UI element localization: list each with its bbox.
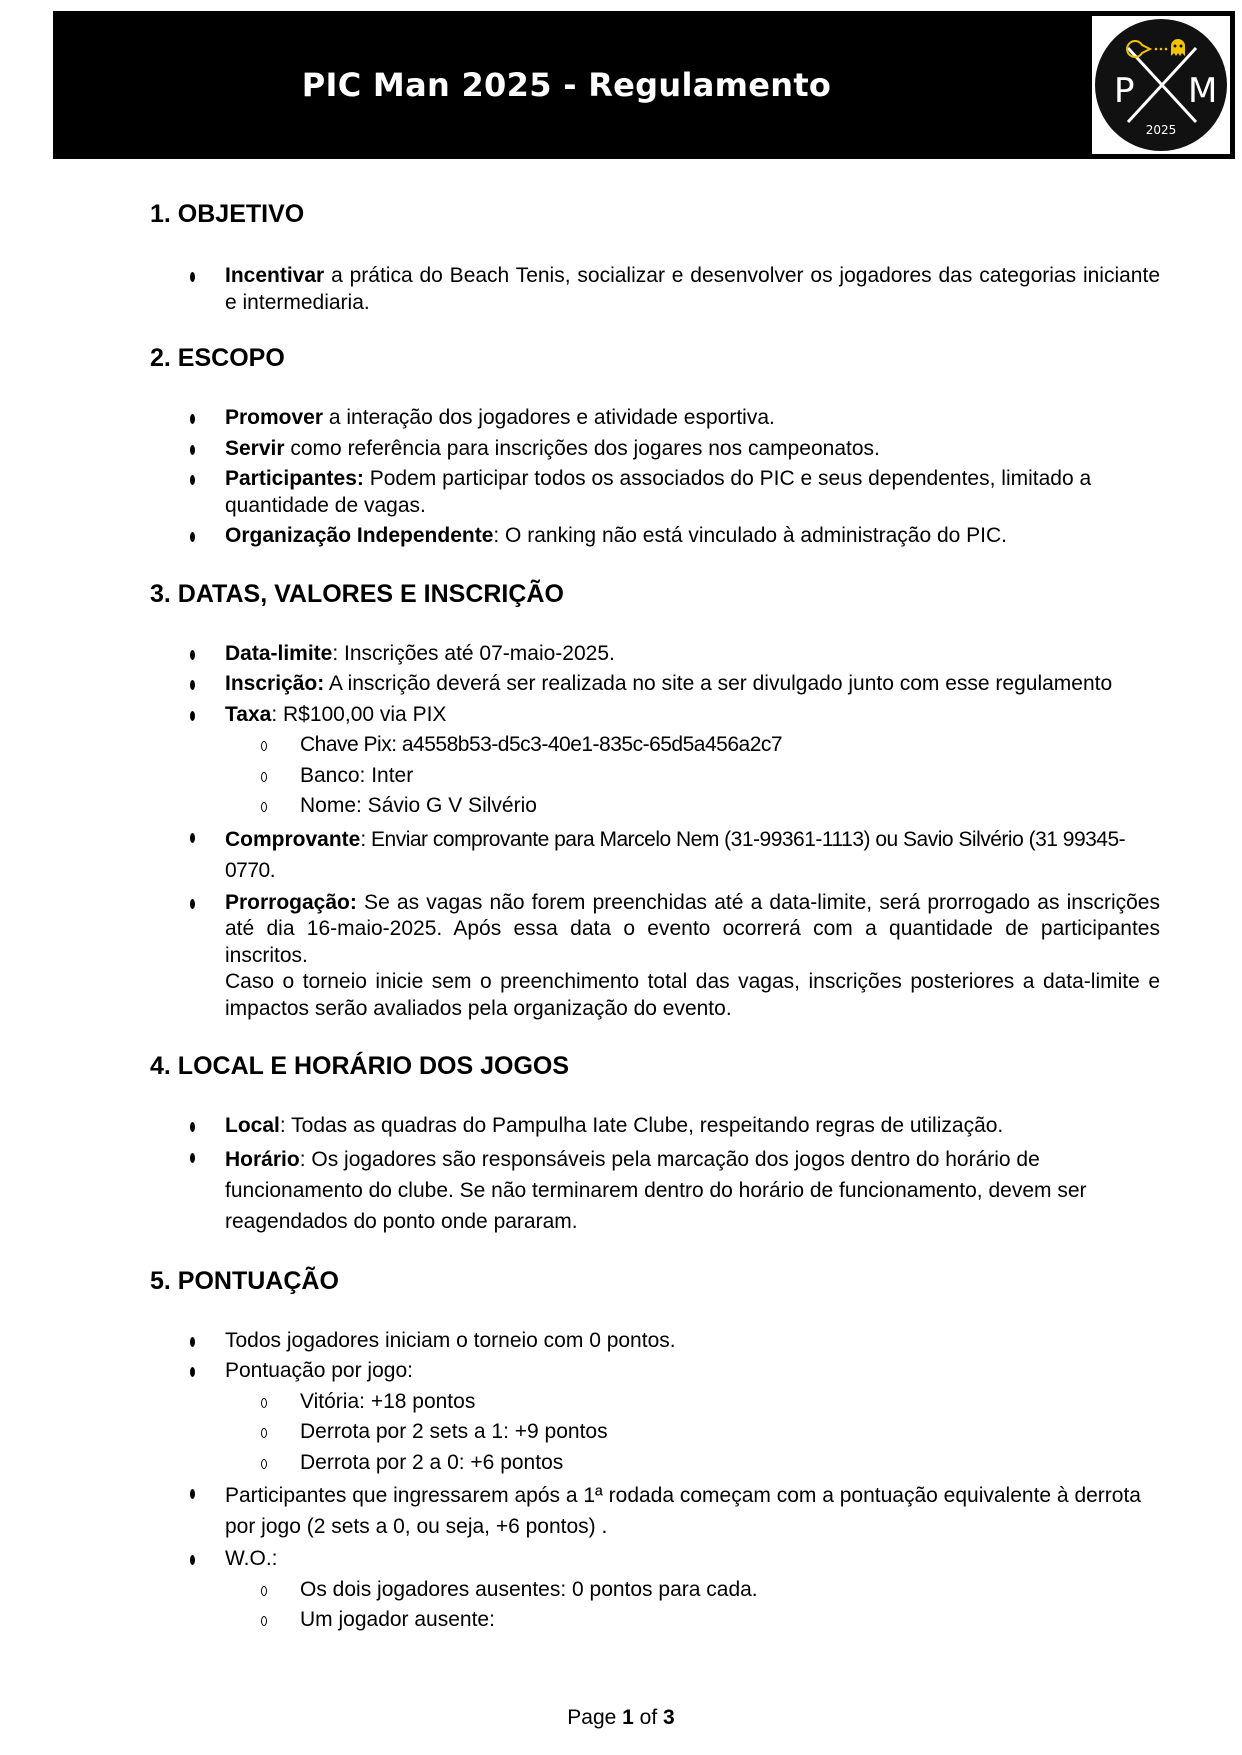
sub-list-item: Chave Pix: a4558b53-d5c3-40e1-835c-65d5a456a2c7 bbox=[225, 732, 1160, 759]
section-local-horario bbox=[150, 1050, 1160, 1237]
section-escopo bbox=[150, 342, 1160, 550]
sub-list-item: Nome: Sávio G V Silvério bbox=[225, 793, 1160, 820]
section-title: 2. ESCOPO bbox=[150, 344, 285, 372]
section-title: 3. DATAS, VALORES E INSCRIÇÃO bbox=[150, 579, 564, 608]
list-item: Pontuação por jogo: Vitória: +18 pontos Derrota por 2 sets a 1: +9 pontos Derrota por 2 a 0: +6 pontos bbox=[150, 1358, 1160, 1476]
pic-man-logo bbox=[1092, 16, 1230, 154]
section-datas-valores bbox=[150, 578, 1160, 1023]
list-item: Organização Independente: O ranking não está vinculado à administração do PIC. bbox=[150, 523, 1160, 550]
total-pages-number: 3 bbox=[663, 1706, 675, 1729]
list-item: Comprovante: Enviar comprovante para Marcelo Nem (31-99361-1113) ou Savio Silvério (31 99345-0770. bbox=[150, 824, 1160, 886]
list-item: Participantes que ingressarem após a 1ª rodada começam com a pontuação equivalente à derrota por jogo (2 sets a 0, ou seja, +6 pontos) . bbox=[150, 1480, 1160, 1542]
sub-list-item: Vitória: +18 pontos bbox=[225, 1389, 1160, 1416]
list-item: Todos jogadores iniciam o torneio com 0 pontos. bbox=[150, 1328, 1160, 1355]
sub-list-item: Derrota por 2 a 0: +6 pontos bbox=[225, 1450, 1160, 1477]
list-item: Inscrição: A inscrição deverá ser realizada no site a ser divulgado junto com esse regulamento bbox=[150, 671, 1160, 698]
document-title: PIC Man 2025 - Regulamento bbox=[301, 66, 832, 104]
sub-list-item: Derrota por 2 sets a 1: +9 pontos bbox=[225, 1419, 1160, 1446]
section-title: 4. LOCAL E HORÁRIO DOS JOGOS bbox=[150, 1052, 570, 1080]
list-item: Prorrogação: Se as vagas não forem preenchidas até a data-limite, será prorrogado as inscrições até dia 16-maio-2025. Após essa data o evento ocorrerá com a quantidade de participantes inscritos. Caso o torneio inicie sem o preenchimento total das vagas, inscrições posteriores a data-limite e impactos serão avaliados pela organização do evento. bbox=[150, 890, 1160, 1023]
list-item: Promover a interação dos jogadores e atividade esportiva. bbox=[150, 405, 1160, 432]
section-title: 1. OBJETIVO bbox=[150, 200, 305, 228]
section-pontuacao bbox=[150, 1265, 1160, 1634]
prorrogacao-note: Caso o torneio inicie sem o preenchimento total das vagas, inscrições posteriores a data-limite e impactos serão avaliados pela organização do evento. bbox=[225, 970, 1160, 1020]
list-item: Data-limite: Inscrições até 07-maio-2025. bbox=[150, 641, 1160, 668]
logo-badge-icon bbox=[1092, 16, 1230, 154]
list-item: W.O.: Os dois jogadores ausentes: 0 pontos para cada. Um jogador ausente: bbox=[150, 1546, 1160, 1634]
document-header bbox=[53, 11, 1235, 159]
logo-letter-m: M bbox=[1188, 71, 1218, 111]
list-item: Servir como referência para inscrições dos jogares nos campeonatos. bbox=[150, 436, 1160, 463]
logo-letter-p: P bbox=[1114, 71, 1135, 111]
current-page-number: 1 bbox=[622, 1706, 634, 1729]
page-footer: Page 1 of 3 bbox=[567, 1706, 675, 1729]
section-objetivo bbox=[150, 198, 1160, 316]
list-item: Horário: Os jogadores são responsáveis pela marcação dos jogos dentro do horário de funcionamento do clube. Se não terminarem dentro do horário de funcionamento, devem ser reagendados do ponto onde pararam. bbox=[150, 1144, 1160, 1237]
section-title: 5. PONTUAÇÃO bbox=[150, 1266, 339, 1295]
sub-list-item: Os dois jogadores ausentes: 0 pontos para cada. bbox=[225, 1577, 1160, 1604]
list-item: Taxa: R$100,00 via PIX Chave Pix: a4558b53-d5c3-40e1-835c-65d5a456a2c7 Banco: Inter Nome: Sávio G V Silvério bbox=[150, 702, 1160, 820]
regulation-body bbox=[150, 198, 1160, 1638]
sub-list-item: Banco: Inter bbox=[225, 763, 1160, 790]
logo-year: 2025 bbox=[1145, 123, 1177, 137]
sub-list-item: Um jogador ausente: bbox=[225, 1607, 1160, 1634]
list-item: Incentivar a prática do Beach Tenis, socializar e desenvolver os jogadores das categorias iniciante e intermediaria. bbox=[150, 263, 1160, 316]
list-item: Local: Todas as quadras do Pampulha Iate Clube, respeitando regras de utilização. bbox=[150, 1113, 1160, 1140]
list-item: Participantes: Podem participar todos os associados do PIC e seus dependentes, limitado a quantidade de vagas. bbox=[150, 466, 1160, 519]
